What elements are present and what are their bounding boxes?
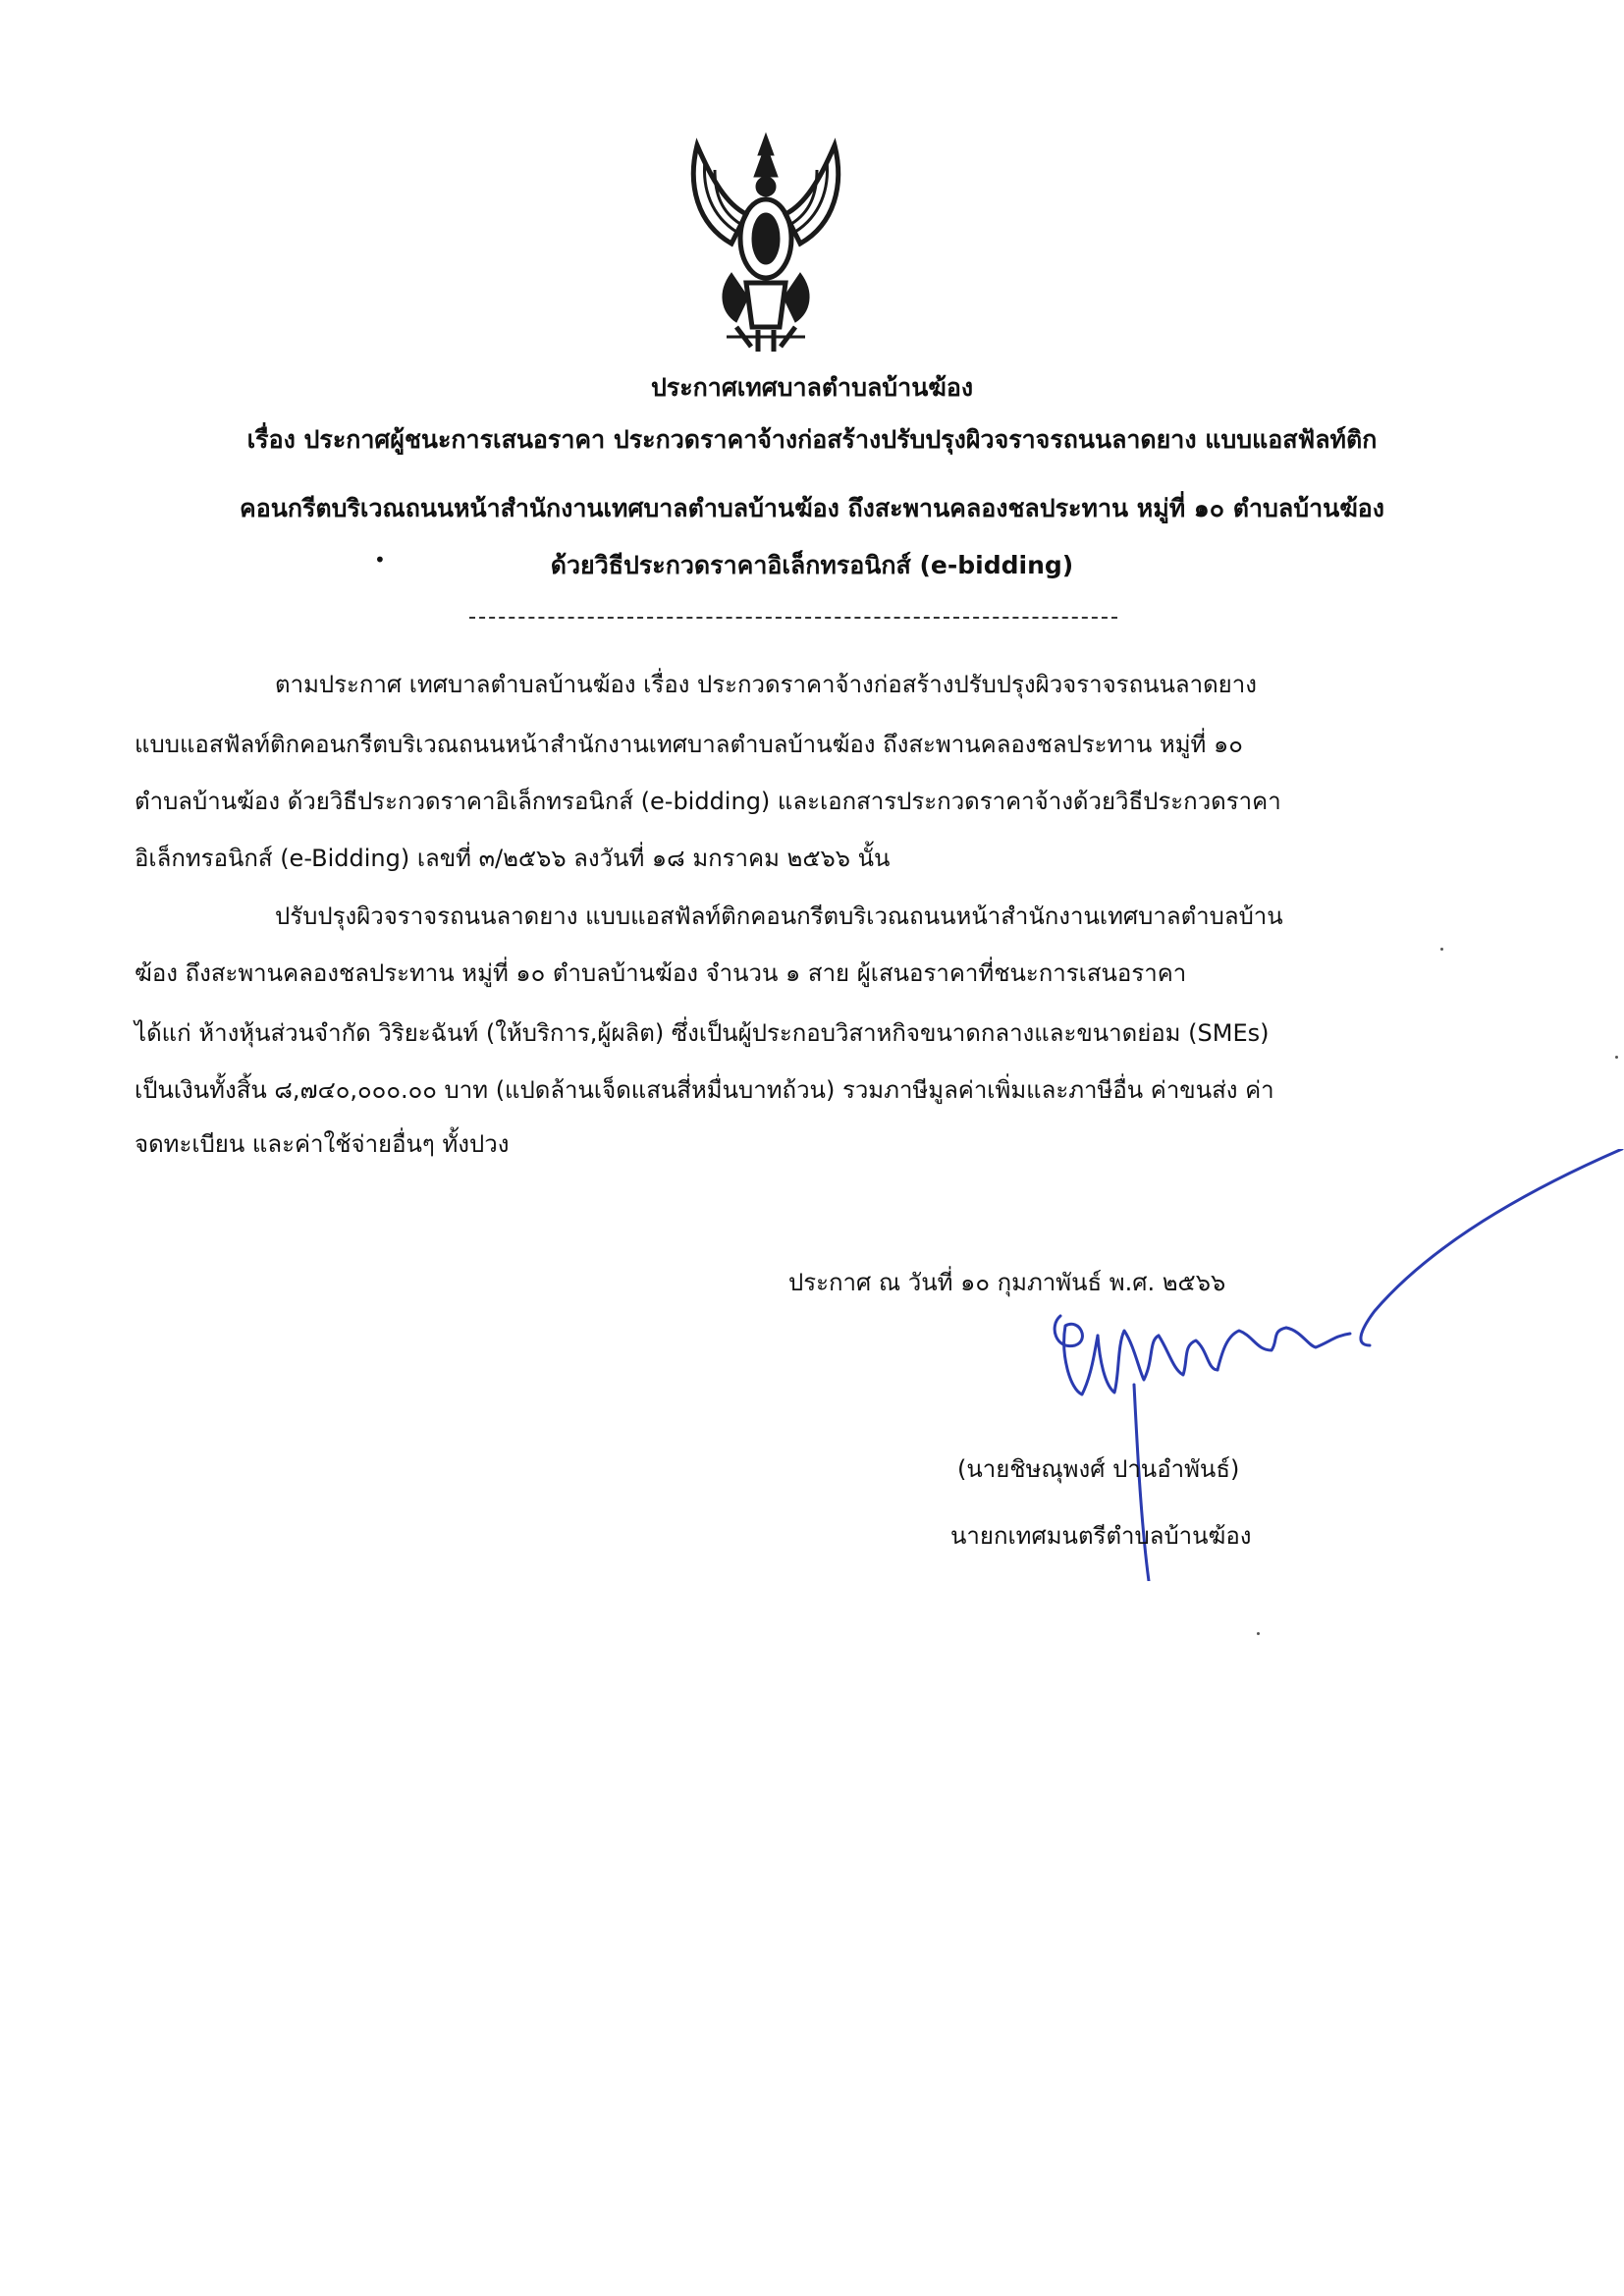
signer-position: นายกเทศมนตรีตำบลบ้านฆ้อง xyxy=(950,1522,1252,1550)
garuda-emblem-icon xyxy=(677,126,854,356)
announcement-date: ประกาศ ณ วันที่ ๑๐ กุมภาพันธ์ พ.ศ. ๒๕๖๖ xyxy=(788,1269,1226,1296)
scan-speck xyxy=(1615,1056,1618,1059)
body-line-2: แบบแอสฟัลท์ติกคอนกรีตบริเวณถนนหน้าสำนักงานเทศบาลตำบลบ้านฆ้อง ถึงสะพานคลองชลประทาน หมู่ที่ ๑๐ xyxy=(135,731,1243,758)
body-line-6: ฆ้อง ถึงสะพานคลองชลประทาน หมู่ที่ ๑๐ ตำบลบ้านฆ้อง จำนวน ๑ สาย ผู้เสนอราคาที่ชนะการเสนอราคา xyxy=(135,959,1187,987)
body-line-9: จดทะเบียน และค่าใช้จ่ายอื่นๆ ทั้งปวง xyxy=(135,1130,510,1158)
signer-name: (นายชิษณุพงศ์ ปานอำพันธ์) xyxy=(957,1455,1240,1483)
bullet-mark: • xyxy=(374,548,386,572)
page-title: ประกาศเทศบาลตำบลบ้านฆ้อง xyxy=(650,373,974,402)
body-line-3: ตำบลบ้านฆ้อง ด้วยวิธีประกวดราคาอิเล็กทรอนิกส์ (e-bidding) และเอกสารประกวดราคาจ้างด้วยวิธีประกวดราคา xyxy=(135,788,1281,815)
body-line-1: ตามประกาศ เทศบาลตำบลบ้านฆ้อง เรื่อง ประกวดราคาจ้างก่อสร้างปรับปรุงผิวจราจรถนนลาดยาง xyxy=(275,671,1257,698)
body-line-7: ได้แก่ ห้างหุ้นส่วนจำกัด วิริยะฉันท์ (ให้บริการ,ผู้ผลิต) ซึ่งเป็นผู้ประกอบวิสาหกิจขนาดกลางและขนาดย่อม (SMEs) xyxy=(135,1019,1270,1047)
body-line-5: ปรับปรุงผิวจราจรถนนลาดยาง แบบแอสฟัลท์ติกคอนกรีตบริเวณถนนหน้าสำนักงานเทศบาลตำบลบ้าน xyxy=(275,902,1283,930)
body-line-4: อิเล็กทรอนิกส์ (e-Bidding) เลขที่ ๓/๒๕๖๖ ลงวันที่ ๑๘ มกราคม ๒๕๖๖ นั้น xyxy=(135,845,891,872)
scan-speck xyxy=(1440,948,1443,951)
separator-line xyxy=(469,617,1117,619)
scan-speck xyxy=(1257,1632,1260,1635)
subject-line-2: คอนกรีตบริเวณถนนหน้าสำนักงานเทศบาลตำบลบ้านฆ้อง ถึงสะพานคลองชลประทาน หมู่ที่ ๑๐ ตำบลบ้านฆ้อง xyxy=(240,494,1384,522)
body-line-8: เป็นเงินทั้งสิ้น ๘,๗๔๐,๐๐๐.๐๐ บาท (แปดล้านเจ็ดแสนสี่หมื่นบาทถ้วน) รวมภาษีมูลค่าเพิ่มและภาษีอื่น ค่าขนส่ง ค่า xyxy=(135,1076,1274,1104)
subject-line-1: เรื่อง ประกาศผู้ชนะการเสนอราคา ประกวดราคาจ้างก่อสร้างปรับปรุงผิวจราจรถนนลาดยาง แบบแอสฟัลท์ติก xyxy=(246,425,1378,454)
subject-line-3: ด้วยวิธีประกวดราคาอิเล็กทรอนิกส์ (e-bidding) xyxy=(550,551,1074,579)
